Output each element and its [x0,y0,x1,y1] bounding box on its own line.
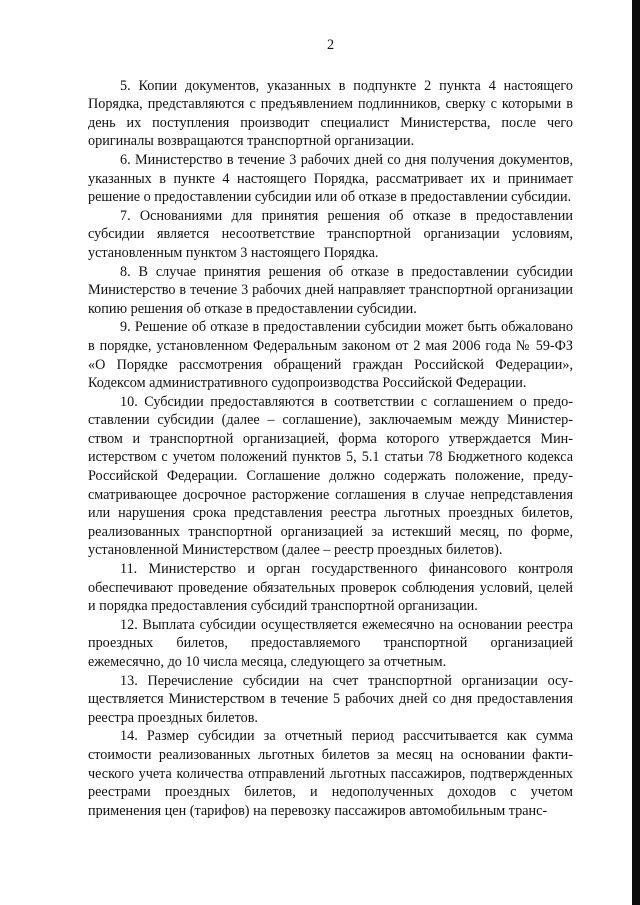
paragraph-8: 8. В случае принятия решения об отказе в предоставлении субсидии Министерство в течение 3 рабочих дней направляет транспортной организации копию решения об отказе в предоставлении субсидии. [88,263,573,317]
paragraph-6: 6. Министерство в течение 3 рабочих дней со дня получения документов, указанных в пункте 4 настоящего Порядка, рассматривает их и принимает решение о предоставлении субсидии или об отказе в предоставлении субсидии. [88,151,573,206]
paragraph-11: 11. Министерство и орган государственного финансового контроля обеспечивают проведение обязательных проверок соблюдения условий, целей и порядка предоставления субсидий транспортной организации. [88,561,573,615]
paragraph-5: 5. Копии документов, указанных в подпункте 2 пункта 4 настоящего Порядка, представляются с предъявлением подлинников, сверку с которыми в день их поступления производит специалист Министерства, после чего оригиналы возвращаются транспортной организации. [88,77,573,150]
paragraph-9: 9. Решение об отказе в предоставлении субсидии может быть обжаловано в порядке, установленном Федеральным законом от 2 мая 2006 года № 59-ФЗ «О Порядке рассмотрения обращений граждан Российской Федерации», Кодексом административного судопроизводства Российской Федерации. [88,319,573,392]
paragraph-12: 12. Выплата субсидии осуществляется ежемесячно на основании реестра проездных билетов, предоставляемого транспортной организацией ежемесячно, до 10 числа месяца, следующего за отчетным. [88,616,573,670]
paragraph-13: 13. Перечисление субсидии на счет транспортной организации осуществляется Министерством в течение 5 рабочих дней со дня предоставления реестра проездных билетов. [88,672,573,726]
paragraph-7: 7. Основаниями для принятия решения об отказе в предоставлении субсидии является несоответствие транспортной организации условиям, установленным пунктом 3 настоящего Порядка. [88,207,573,261]
paragraph-10: 10. Субсидии предоставляются в соответствии с соглашением о предоставлении субсидии (далее – соглашение), заключаемым между Министерством и транспортной организацией, форма которого утверждается Министерством с учетом положений пунктов 5, 5.1 статьи 78 Бюджетного кодекса Российской Федерации. Соглашение должно содержать положение, предусматривающее досрочное расторжение соглашения в случае непредставления или нарушения срока представления реестра льготных проездных билетов, реализованных транспортной организацией за истекший месяц, по форме, установленной Министерством (далее – реестр проездных билетов). [88,393,573,559]
scan-edge-shadow [632,0,640,905]
document-page [88,36,573,820]
page-number: 2 [326,37,335,53]
paragraph-14: 14. Размер субсидии за отчетный период рассчитывается как сумма стоимости реализованных льготных билетов за месяц на основании фактического учета количества отправлений льготных пассажиров, подтвержденных реестрами проездных билетов, и недополученных доходов с учетом применения цен (тарифов) на перевозку пассажиров автомобильным транс- [88,728,573,819]
